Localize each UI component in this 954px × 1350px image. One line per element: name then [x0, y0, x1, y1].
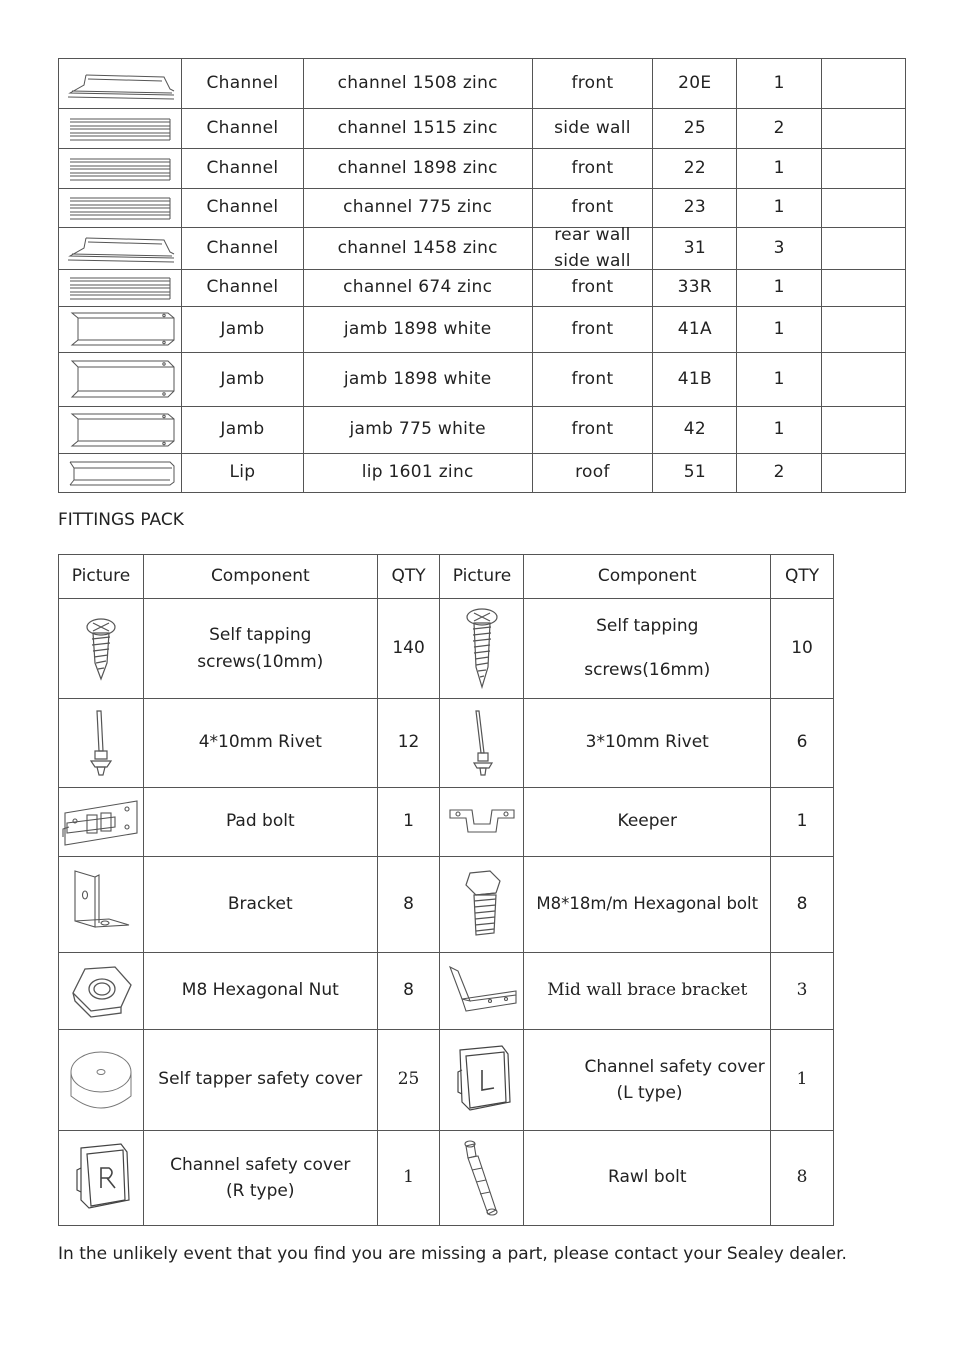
- part-name: Jamb: [181, 406, 303, 453]
- empty-cell: [822, 269, 906, 306]
- parts-row: [59, 406, 906, 453]
- fitting-component: [143, 1131, 377, 1226]
- picture-header: Picture: [440, 555, 524, 599]
- part-code: 33R: [653, 269, 737, 306]
- rivet-icon: [59, 699, 144, 788]
- fittings-row: [59, 599, 834, 699]
- fittings-row: [59, 1131, 834, 1226]
- fitting-qty: 1: [377, 1131, 440, 1226]
- jamb-icon: [59, 352, 182, 406]
- component-header: Component: [143, 555, 377, 599]
- hexagonal-nut-icon: [59, 953, 144, 1030]
- part-code: 25: [653, 109, 737, 149]
- part-description: channel 1898 zinc: [303, 149, 532, 189]
- part-description: channel 775 zinc: [303, 189, 532, 228]
- part-description: jamb 775 white: [303, 406, 532, 453]
- channel-safety-cover-l-icon: [440, 1030, 524, 1131]
- fitting-qty: 1: [377, 788, 440, 857]
- fittings-table: [58, 554, 834, 1226]
- rawl-bolt-icon: [440, 1131, 524, 1226]
- part-qty: 1: [737, 269, 822, 306]
- fitting-component: M8*18m/m Hexagonal bolt: [524, 857, 771, 953]
- part-code: 51: [653, 453, 737, 492]
- fitting-qty: 8: [771, 1131, 834, 1226]
- parts-row: [59, 59, 906, 109]
- fitting-component: 4*10mm Rivet: [143, 699, 377, 788]
- empty-cell: [822, 352, 906, 406]
- channel-wide-icon: [59, 228, 182, 270]
- part-position: front: [532, 352, 653, 406]
- part-position: front: [532, 406, 653, 453]
- part-name: Lip: [181, 453, 303, 492]
- part-code: 22: [653, 149, 737, 189]
- qty-header: QTY: [771, 555, 834, 599]
- fitting-qty: 8: [377, 953, 440, 1030]
- channel-stacked-icon: [59, 269, 182, 306]
- part-code: 41A: [653, 306, 737, 352]
- part-qty: 3: [737, 228, 822, 270]
- self-tapping-screw-icon: [59, 599, 144, 699]
- parts-row: [59, 189, 906, 228]
- part-position: front: [532, 269, 653, 306]
- part-qty: 1: [737, 59, 822, 109]
- bracket-icon: [59, 857, 144, 953]
- hexagonal-bolt-icon: [440, 857, 524, 953]
- rivet-small-icon: [440, 699, 524, 788]
- part-qty: 1: [737, 406, 822, 453]
- fitting-qty: 6: [771, 699, 834, 788]
- fitting-component: M8 Hexagonal Nut: [143, 953, 377, 1030]
- fitting-qty: 1: [771, 1030, 834, 1131]
- parts-row: [59, 269, 906, 306]
- self-tapping-screw-long-icon: [440, 599, 524, 699]
- fitting-component: Bracket: [143, 857, 377, 953]
- empty-cell: [822, 109, 906, 149]
- channel-safety-cover-r-icon: [59, 1131, 144, 1226]
- part-position: front: [532, 149, 653, 189]
- part-position-line: rear wall: [554, 225, 631, 245]
- fitting-component: Rawl bolt: [524, 1131, 771, 1226]
- part-description: jamb 1898 white: [303, 306, 532, 352]
- fitting-component: Keeper: [524, 788, 771, 857]
- parts-row: [59, 352, 906, 406]
- fitting-qty: 10: [771, 599, 834, 699]
- channel-stacked-icon: [59, 149, 182, 189]
- part-qty: 2: [737, 453, 822, 492]
- parts-row: [59, 453, 906, 492]
- fitting-component: [143, 599, 377, 699]
- part-description: lip 1601 zinc: [303, 453, 532, 492]
- mid-wall-brace-bracket-icon: [440, 953, 524, 1030]
- part-description: jamb 1898 white: [303, 352, 532, 406]
- fitting-component-line: screws(10mm): [197, 651, 324, 672]
- jamb-icon: [59, 406, 182, 453]
- component-header: Component: [524, 555, 771, 599]
- part-code: 20E: [653, 59, 737, 109]
- empty-cell: [822, 59, 906, 109]
- picture-header: Picture: [59, 555, 144, 599]
- qty-header: QTY: [377, 555, 440, 599]
- part-qty: 1: [737, 189, 822, 228]
- fitting-qty: 1: [771, 788, 834, 857]
- part-description: channel 674 zinc: [303, 269, 532, 306]
- part-position: front: [532, 59, 653, 109]
- empty-cell: [822, 406, 906, 453]
- channel-wide-icon: [59, 59, 182, 109]
- fitting-qty: 140: [377, 599, 440, 699]
- parts-row: [59, 306, 906, 352]
- fitting-qty: 3: [771, 953, 834, 1030]
- fittings-row: [59, 1030, 834, 1131]
- part-name: Channel: [181, 109, 303, 149]
- part-name: Jamb: [181, 352, 303, 406]
- channel-stacked-icon: [59, 189, 182, 228]
- fitting-component-line: Channel safety cover: [170, 1154, 351, 1175]
- fittings-heading: FITTINGS PACK: [58, 510, 184, 530]
- part-position: front: [532, 306, 653, 352]
- part-qty: 1: [737, 352, 822, 406]
- empty-cell: [822, 306, 906, 352]
- fittings-row: [59, 788, 834, 857]
- jamb-icon: [59, 306, 182, 352]
- fitting-component: [524, 1030, 771, 1131]
- part-qty: 1: [737, 306, 822, 352]
- part-code: 41B: [653, 352, 737, 406]
- fitting-component-line: screws(16mm): [584, 659, 711, 680]
- fitting-qty: 12: [377, 699, 440, 788]
- fittings-header-row: [59, 555, 834, 599]
- part-position: [532, 225, 653, 272]
- part-description: channel 1508 zinc: [303, 59, 532, 109]
- fitting-component: [524, 599, 771, 699]
- part-code: 31: [653, 228, 737, 270]
- fitting-qty: 25: [377, 1030, 440, 1131]
- fitting-component: Pad bolt: [143, 788, 377, 857]
- fitting-component-line: Channel safety cover: [584, 1056, 765, 1077]
- keeper-icon: [440, 788, 524, 857]
- part-position: side wall: [532, 109, 653, 149]
- part-position: front: [532, 189, 653, 228]
- part-name: Channel: [181, 189, 303, 228]
- footer-note: In the unlikely event that you find you are missing a part, please contact your Sealey dealer.: [58, 1244, 847, 1264]
- fitting-component: Self tapper safety cover: [143, 1030, 377, 1131]
- empty-cell: [822, 189, 906, 228]
- parts-row: [59, 109, 906, 149]
- part-code: 42: [653, 406, 737, 453]
- part-description: channel 1515 zinc: [303, 109, 532, 149]
- part-position: roof: [532, 453, 653, 492]
- empty-cell: [822, 149, 906, 189]
- fitting-component-line: Self tapping: [209, 625, 312, 646]
- fitting-qty: 8: [377, 857, 440, 953]
- fitting-component: 3*10mm Rivet: [524, 699, 771, 788]
- parts-table: [58, 58, 906, 493]
- lip-icon: [59, 453, 182, 492]
- fittings-row: [59, 699, 834, 788]
- fitting-qty: 8: [771, 857, 834, 953]
- part-code: 23: [653, 189, 737, 228]
- part-qty: 1: [737, 149, 822, 189]
- fittings-row: [59, 857, 834, 953]
- part-name: Channel: [181, 149, 303, 189]
- parts-row: [59, 149, 906, 189]
- part-name: Channel: [181, 269, 303, 306]
- fitting-component: Mid wall brace bracket: [524, 953, 771, 1030]
- part-name: Jamb: [181, 306, 303, 352]
- part-qty: 2: [737, 109, 822, 149]
- part-name: Channel: [181, 228, 303, 270]
- line-spacer: [524, 652, 770, 660]
- empty-cell: [822, 453, 906, 492]
- fitting-component-line: Self tapping: [596, 616, 699, 637]
- line-spacer: [524, 638, 770, 652]
- part-position-line: side wall: [554, 251, 631, 272]
- parts-row: [59, 228, 906, 270]
- fitting-component-line: (R type): [226, 1181, 295, 1201]
- channel-stacked-icon: [59, 109, 182, 149]
- empty-cell: [822, 228, 906, 270]
- part-name: Channel: [181, 59, 303, 109]
- fitting-component-line: (L type): [616, 1083, 683, 1103]
- fittings-row: [59, 953, 834, 1030]
- self-tapper-safety-cover-icon: [59, 1030, 144, 1131]
- pad-bolt-icon: [59, 788, 144, 857]
- part-description: channel 1458 zinc: [303, 228, 532, 270]
